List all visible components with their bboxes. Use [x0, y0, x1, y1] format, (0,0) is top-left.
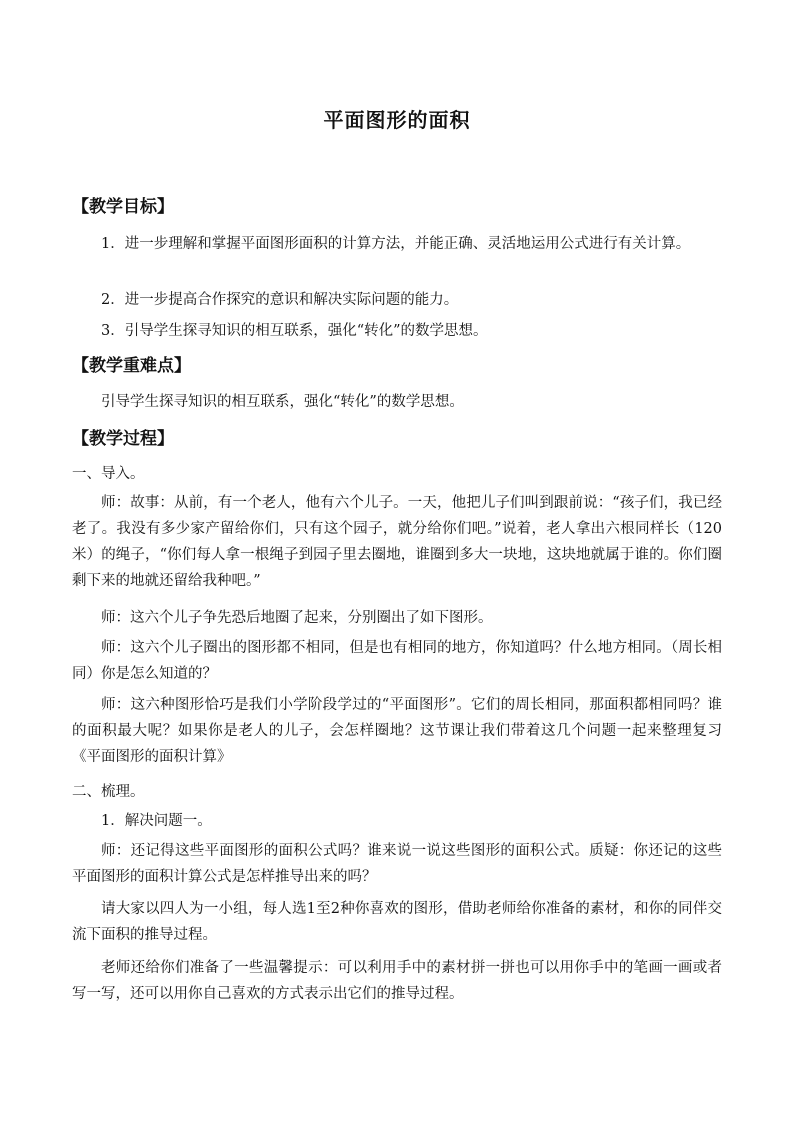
goal-item-1: 1．进一步理解和掌握平面图形面积的计算方法，并能正确、灵活地运用公式进行有关计算。 — [101, 236, 691, 252]
key-points-text: 引导学生探寻知识的相互联系，强化“转化”的数学思想。 — [101, 394, 464, 410]
section-review-heading: 二、梳理。 — [72, 784, 145, 800]
goal-item-3: 3．引导学生探寻知识的相互联系，强化“转化”的数学思想。 — [101, 323, 488, 339]
process-heading: 【教学过程】 — [72, 429, 174, 449]
group-work-instruction: 请大家以四人为一小组，每人选1至2种你喜欢的图形，借助老师给你准备的素材，和你的同伴交流下面积的推导过程。 — [72, 901, 722, 943]
problem-one-label: 1．解决问题一。 — [101, 813, 212, 829]
goals-heading: 【教学目标】 — [72, 197, 174, 217]
teacher-line-perimeter: 师：这六个儿子圈出的图形都不相同，但是也有相同的地方，你知道吗？什么地方相同。（周长相同）你是怎么知道的？ — [72, 640, 722, 682]
teacher-line-plane-shapes: 师：这六种图形恰巧是我们小学阶段学过的“平面图形”。它们的周长相同，那面积都相同吗？谁的面积最大呢？如果你是老人的儿子，会怎样圈地？这节课让我们带着这几个问题一起来整理复习《平面图形的面积计算》 — [72, 697, 722, 765]
section-intro-heading: 一、导入。 — [72, 466, 145, 482]
document-title: 平面图形的面积 — [323, 108, 471, 132]
teacher-tips: 老师还给你们准备了一些温馨提示：可以利用手中的素材拼一拼也可以用你手中的笔画一画或者写一写，还可以用你自己喜欢的方式表示出它们的推导过程。 — [72, 960, 722, 1002]
story-paragraph: 师：故事：从前，有一个老人，他有六个儿子。一天，他把儿子们叫到跟前说：“孩子们，我已经老了。我没有多少家产留给你们，只有这个园子，就分给你们吧。”说着，老人拿出六根同样长（120米）的绳子，“你们每人拿一根绳子到园子里去圈地，谁圈到多大一块地，这块地就属于谁的。你们圈剩下来的地就还留给我种吧。” — [72, 495, 722, 589]
teacher-line-shapes: 师：这六个儿子争先恐后地圈了起来，分别圈出了如下图形。 — [101, 610, 493, 626]
goal-item-2: 2．进一步提高合作探究的意识和解决实际问题的能力。 — [101, 292, 459, 308]
document-page — [72, 0, 722, 1123]
key-points-heading: 【教学重难点】 — [72, 356, 191, 376]
teacher-line-formulas: 师：还记得这些平面图形的面积公式吗？谁来说一说这些图形的面积公式。质疑：你还记的这些平面图形的面积计算公式是怎样推导出来的吗？ — [72, 843, 722, 885]
